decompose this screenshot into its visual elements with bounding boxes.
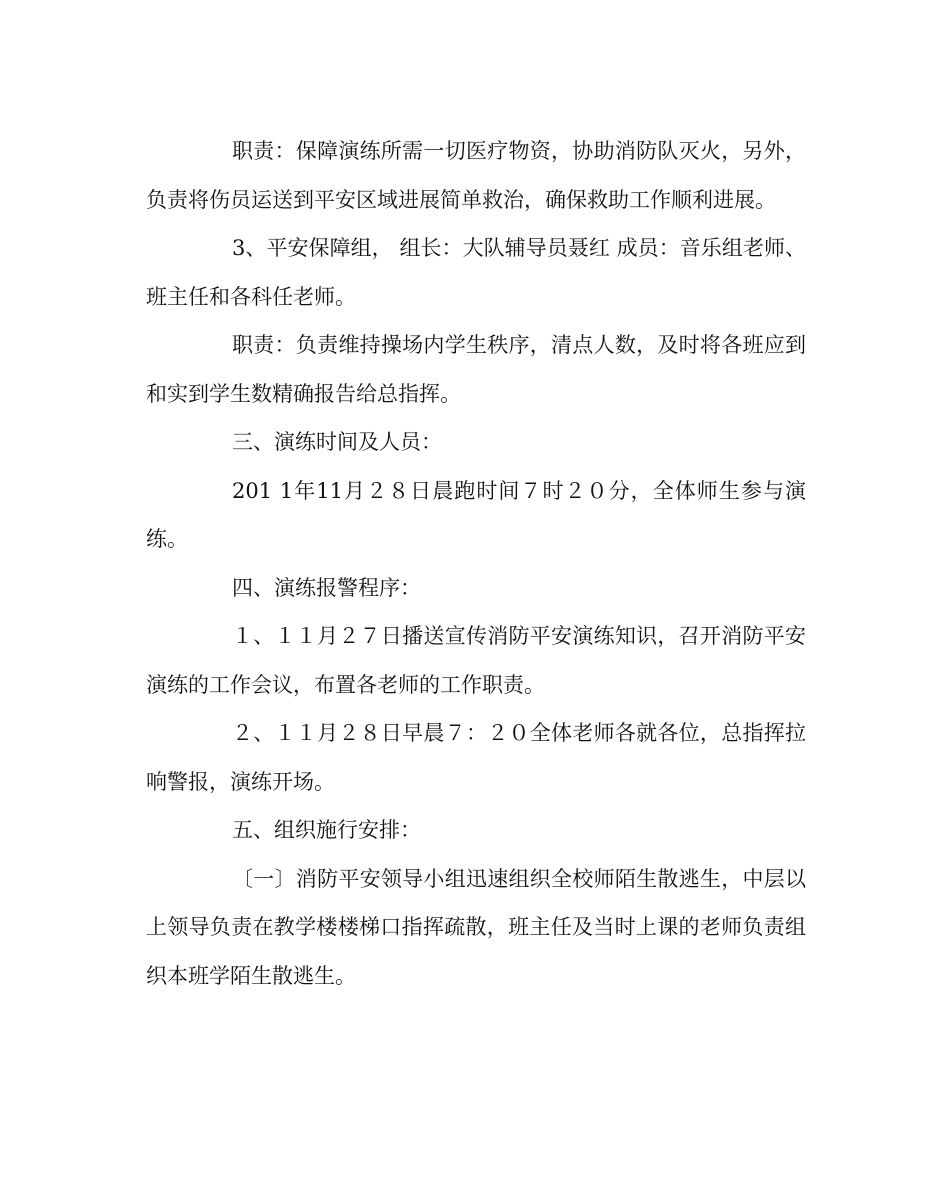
heading-implementation: 五、组织施行安排： <box>232 818 421 842</box>
paragraph-implementation-1: 〔一〕消防平安领导小组迅速组织全校师陌生散逃生，中层以上领导负责在教学楼楼梯口指挥疏散，班主任及当时上课的老师负责组织本班学陌生散逃生。 <box>146 866 806 988</box>
paragraph-safety-group: 3、平安保障组， 组长：大队辅导员聂红 成员：音乐组老师、班主任和各科任老师。 <box>146 236 806 309</box>
document-body <box>146 127 806 1000</box>
paragraph-safety-duty: 职责：负责维持操场内学生秩序，清点人数，及时将各班应到和实到学生数精确报告给总指挥。 <box>146 333 806 406</box>
paragraph-alarm-step-1: １、１１月２７日播送宣传消防平安演练知识，召开消防平安演练的工作会议，布置各老师的工作职责。 <box>146 624 806 697</box>
paragraph-medical-duty: 职责：保障演练所需一切医疗物资，协助消防队灭火，另外，负责将伤员运送到平安区域进展简单救治，确保救助工作顺利进展。 <box>146 139 806 212</box>
heading-drill-time: 三、演练时间及人员： <box>232 430 442 454</box>
paragraph-drill-time: 201 1年11月２８日晨跑时间７时２０分，全体师生参与演练。 <box>146 478 806 551</box>
heading-alarm-procedure: 四、演练报警程序： <box>232 575 421 600</box>
paragraph-alarm-step-2: ２、１１月２８日早晨７：２０全体老师各就各位，总指挥拉响警报，演练开场。 <box>146 721 806 794</box>
